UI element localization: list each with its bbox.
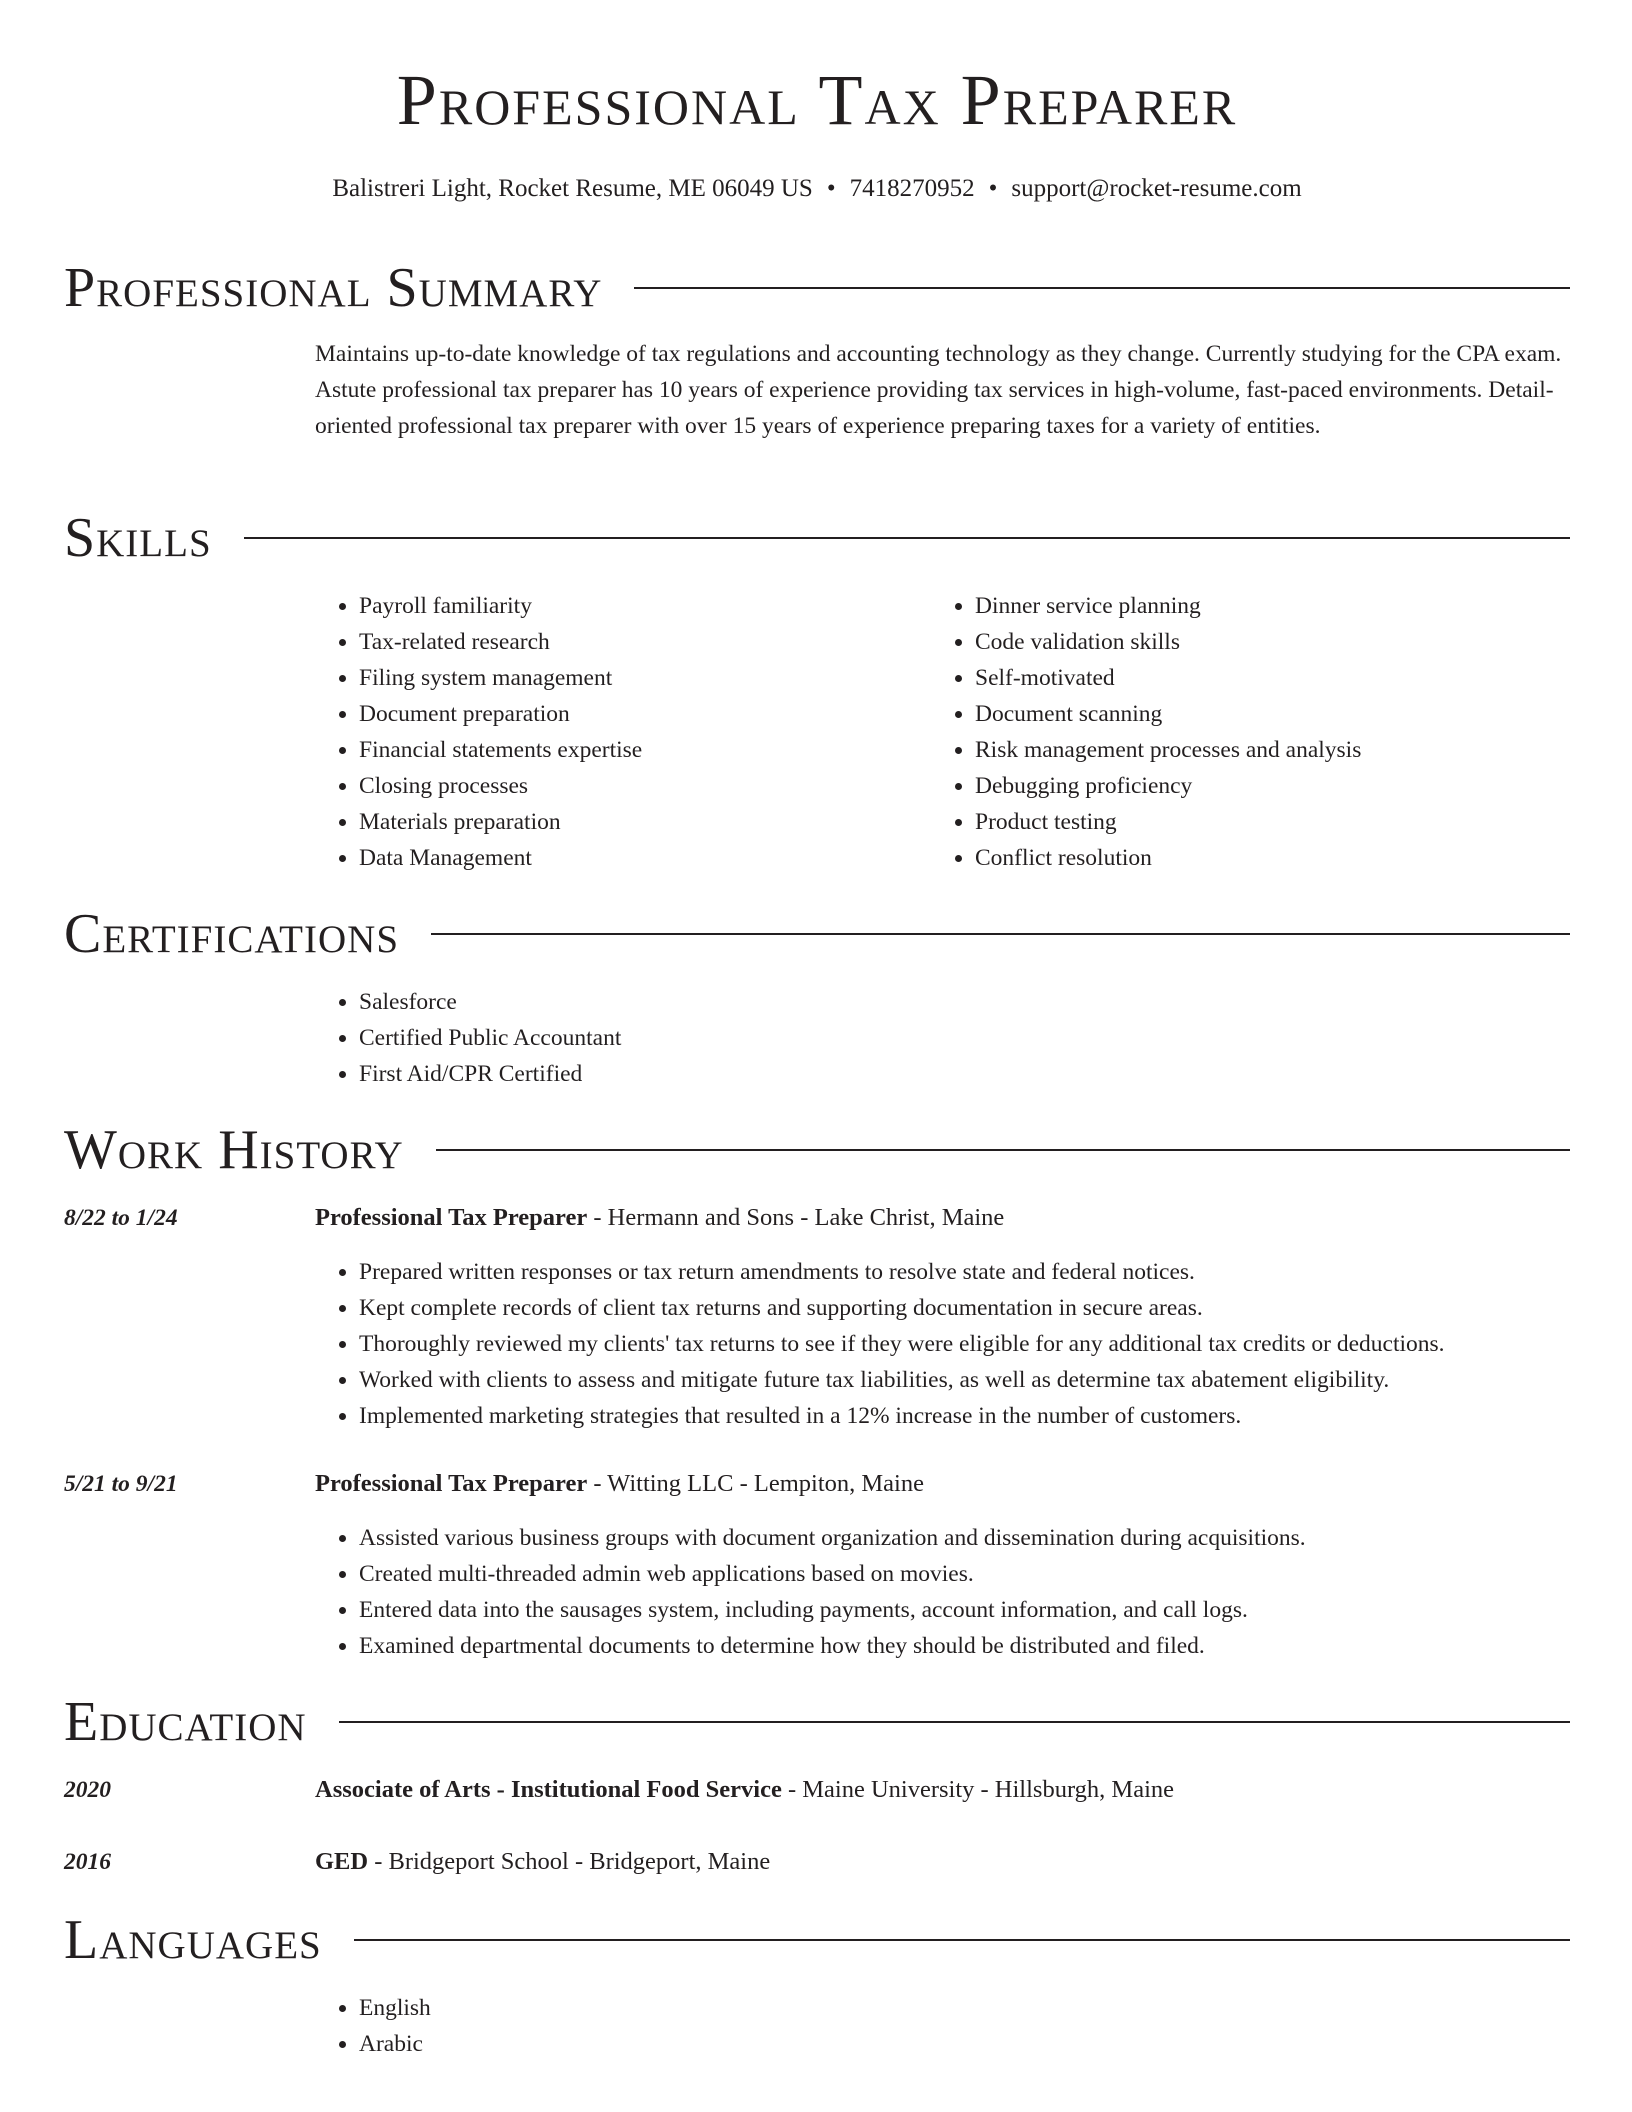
skills-list-left: [315, 588, 931, 876]
certifications-list: [315, 984, 1565, 1092]
skills-list-right: [931, 588, 1547, 876]
section-divider: [634, 287, 1570, 289]
skill-item: • Data Management: [359, 840, 931, 876]
job-duties: [315, 1254, 1565, 1434]
education-degree: GED: [315, 1848, 369, 1875]
education-year: 2016: [64, 1849, 111, 1875]
certification-item: • Certified Public Accountant: [359, 1020, 1565, 1056]
skill-item: • Tax-related research: [359, 624, 931, 660]
language-item: • English: [359, 1990, 1565, 2026]
job-duty-item: • Entered data into the sausages system, including payments, account information, and call logs.: [359, 1592, 1565, 1628]
section-education-title: Education: [64, 1691, 307, 1753]
contact-address: Balistreri Light, Rocket Resume, ME 06049 US: [332, 175, 813, 202]
section-skills-title: Skills: [64, 507, 212, 569]
section-work-title: Work History: [64, 1119, 404, 1181]
skill-item: • Financial statements expertise: [359, 732, 931, 768]
skill-item: • Debugging proficiency: [975, 768, 1547, 804]
skill-item: • Document scanning: [975, 696, 1547, 732]
education-school: - Bridgeport School - Bridgeport, Maine: [368, 1848, 771, 1875]
job-title: Professional Tax Preparer: [315, 1204, 588, 1231]
section-skills-header: [64, 508, 1570, 568]
certification-item: • Salesforce: [359, 984, 1565, 1020]
resume-name: Professional Tax Preparer: [396, 60, 1238, 140]
language-item: • Arabic: [359, 2026, 1565, 2062]
section-languages-title: Languages: [64, 1909, 322, 1971]
skill-item: • Materials preparation: [359, 804, 931, 840]
job-title: Professional Tax Preparer: [315, 1470, 588, 1497]
skill-item: • Risk management processes and analysis: [975, 732, 1547, 768]
contact-line: [64, 176, 1570, 201]
skills-column-left: [315, 588, 931, 876]
section-divider: [436, 1149, 1570, 1151]
contact-email: support@rocket-resume.com: [1011, 175, 1302, 202]
job-duty-item: • Assisted various business groups with document organization and dissemination during acquisitions.: [359, 1520, 1565, 1556]
skill-item: • Product testing: [975, 804, 1547, 840]
skill-item: • Conflict resolution: [975, 840, 1547, 876]
section-divider: [339, 1721, 1570, 1723]
skills-column-right: [931, 588, 1547, 876]
certifications-block: [315, 984, 1565, 1092]
job-employer: - Witting LLC - Lempiton, Maine: [587, 1470, 924, 1497]
job-duty-item: • Implemented marketing strategies that resulted in a 12% increase in the number of customers.: [359, 1398, 1565, 1434]
certification-item: • First Aid/CPR Certified: [359, 1056, 1565, 1092]
skills-grid: [315, 588, 1565, 876]
job-employer: - Hermann and Sons - Lake Christ, Maine: [587, 1204, 1005, 1231]
skill-item: • Filing system management: [359, 660, 931, 696]
education-entry: [315, 1772, 1565, 1808]
languages-list: [315, 1990, 1565, 2062]
job-duties-list: [315, 1520, 1565, 1664]
section-work-header: [64, 1120, 1570, 1180]
education-year: 2020: [64, 1777, 111, 1803]
job-duty-item: • Created multi-threaded admin web applications based on movies.: [359, 1556, 1565, 1592]
skill-item: • Code validation skills: [975, 624, 1547, 660]
section-certifications-header: [64, 904, 1570, 964]
job-title-line: [315, 1200, 1565, 1236]
contact-phone: 7418270952: [849, 175, 975, 202]
job-duties: [315, 1520, 1565, 1664]
section-divider: [244, 537, 1570, 539]
job-duty-item: • Worked with clients to assess and mitigate future tax liabilities, as well as determine tax abatement eligibility.: [359, 1362, 1565, 1398]
job-duty-item: • Kept complete records of client tax returns and supporting documentation in secure areas.: [359, 1290, 1565, 1326]
section-education-header: [64, 1692, 1570, 1752]
job-title-line: [315, 1466, 1565, 1502]
section-summary-header: [64, 258, 1570, 318]
skill-item: • Dinner service planning: [975, 588, 1547, 624]
section-certifications-title: Certifications: [64, 903, 400, 965]
job-dates: 5/21 to 9/21: [64, 1471, 178, 1497]
section-divider: [431, 933, 1570, 935]
education-entry: [315, 1844, 1565, 1880]
section-divider: [354, 1939, 1570, 1941]
education-degree: Associate of Arts - Institutional Food Service: [315, 1776, 782, 1803]
section-languages-header: [64, 1910, 1570, 1970]
job-dates: 8/22 to 1/24: [64, 1205, 178, 1231]
contact-separator: •: [826, 175, 836, 202]
summary-paragraph: Maintains up-to-date knowledge of tax regulations and accounting technology as they change. Currently studying for the CPA exam. Astute professional tax preparer has 10 years of experience providing tax services in high-volume, fast-paced environments. Detail-oriented professional tax preparer with over 15 years of experience preparing taxes for a variety of entities.: [315, 341, 1562, 439]
skill-item: • Payroll familiarity: [359, 588, 931, 624]
job-duty-item: • Prepared written responses or tax return amendments to resolve state and federal notices.: [359, 1254, 1565, 1290]
contact-separator: •: [988, 175, 998, 202]
education-school: - Maine University - Hillsburgh, Maine: [781, 1776, 1174, 1803]
skill-item: • Document preparation: [359, 696, 931, 732]
job-duty-item: • Examined departmental documents to determine how they should be distributed and filed.: [359, 1628, 1565, 1664]
job-duty-item: • Thoroughly reviewed my clients' tax returns to see if they were eligible for any additional tax credits or deductions.: [359, 1326, 1565, 1362]
section-summary-title: Professional Summary: [64, 257, 603, 319]
job-duties-list: [315, 1254, 1565, 1434]
skill-item: • Closing processes: [359, 768, 931, 804]
skill-item: • Self-motivated: [975, 660, 1547, 696]
languages-block: [315, 1990, 1565, 2062]
